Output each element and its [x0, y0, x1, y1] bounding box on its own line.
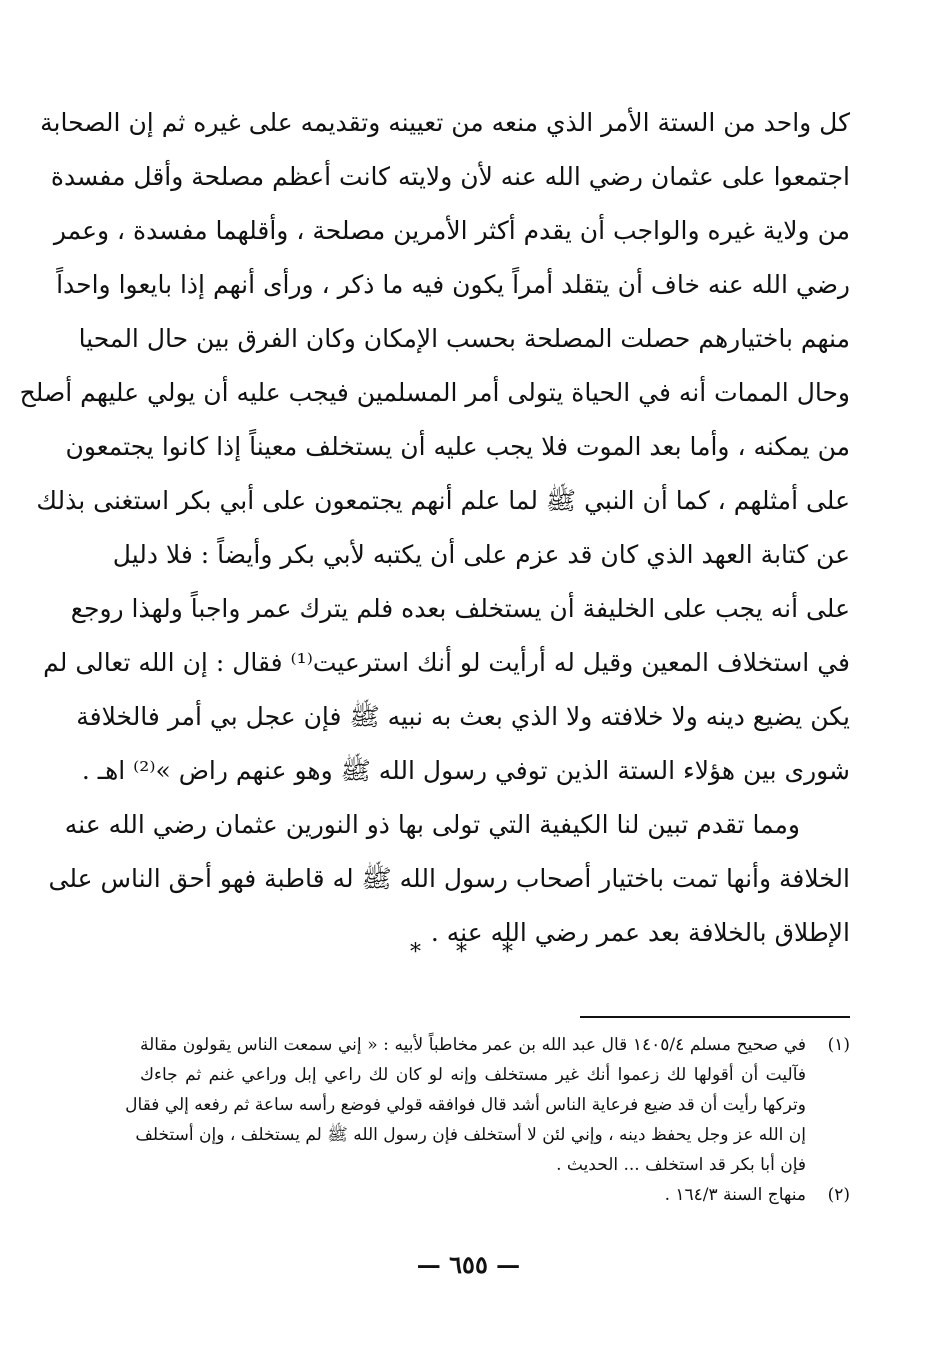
- footnote-text: في صحيح مسلم ١٤٠٥/٤ قال عبد الله بن عمر مخاطباً لأبيه : « إني سمعت الناس يقولون مقالة: [140, 1035, 806, 1055]
- text-line: على أنه يجب على الخليفة أن يستخلف بعده فلم يترك عمر واجباً ولهذا روجع: [70, 594, 850, 623]
- footnote-number: (١): [827, 1035, 850, 1055]
- text-line: رضي الله عنه خاف أن يتقلد أمراً يكون فيه ما ذكر ، ورأى أنهم إذا بايعوا واحداً: [56, 270, 850, 299]
- text-line: من يمكنه ، وأما بعد الموت فلا يجب عليه أن يستخلف معيناً إذا كانوا يجتمعون: [65, 432, 850, 461]
- footnote-line: [140, 1030, 850, 1060]
- footnote-line: [125, 1090, 850, 1120]
- text-line: من ولاية غيره والواجب أن يقدم أكثر الأمرين مصلحة ، وأقلهما مفسدة ، وعمر: [53, 216, 850, 245]
- footnote-text: وتركها رأيت أن قد ضيع فرعاية الناس أشد قال فوافقه قولي فوضع رأسه ساعة ثم رفعه إلي فقال: [125, 1095, 806, 1115]
- footnotes-block: [125, 1030, 850, 1210]
- text-line: في استخلاف المعين وقيل له أرأيت لو أنك استرعيت⁽¹⁾ فقال : إن الله تعالى لم: [43, 648, 850, 677]
- footnote-text: فآليت أن أقولها لك زعموا أنك غير مستخلف وإنه لو كان لك راعي إبل وراعي غنم ثم جاءك: [140, 1065, 806, 1085]
- footnote-line: [135, 1120, 850, 1150]
- text-line: منهم باختيارهم حصلت المصلحة بحسب الإمكان وكان الفرق بين حال المحيا: [78, 324, 850, 353]
- text-line: وحال الممات أنه في الحياة يتولى أمر المسلمين فيجب عليه أن يولي عليهم أصلح: [19, 378, 850, 407]
- section-separator: * * *: [410, 940, 527, 965]
- text-line: على أمثلهم ، كما أن النبي ﷺ لما علم أنهم يجتمعون على أبي بكر استغنى بذلك: [36, 486, 850, 515]
- text-line: اجتمعوا على عثمان رضي الله عنه لأن ولايته كانت أعظم مصلحة وأقل مفسدة: [50, 162, 850, 191]
- page-number: — ٦٥٥ —: [416, 1250, 521, 1279]
- footnote-line: [140, 1180, 850, 1210]
- paragraph-line: الإطلاق بالخلافة بعد عمر رضي الله عنه .: [430, 918, 850, 947]
- footnote-text: منهاج السنة ١٦٤/٣ .: [664, 1185, 806, 1205]
- text-line: كل واحد من الستة الأمر الذي منعه من تعيينه وتقديمه على غيره ثم إن الصحابة: [40, 108, 850, 137]
- footnote-number: (٢): [827, 1185, 850, 1205]
- text-line: يكن يضيع دينه ولا خلافته ولا الذي بعث به نبيه ﷺ فإن عجل بي أمر فالخلافة: [76, 702, 850, 731]
- footnote-text: إن الله عز وجل يحفظ دينه ، وإني لئن لا أستخلف فإن رسول الله ﷺ لم يستخلف ، وإن أستخلف: [135, 1125, 806, 1145]
- footnote-text: فإن أبا بكر قد استخلف ... الحديث .: [556, 1155, 806, 1175]
- footnote-rule: [580, 1016, 850, 1018]
- paragraph-line: ومما تقدم تبين لنا الكيفية التي تولى بها ذو النورين عثمان رضي الله عنه: [64, 810, 800, 839]
- text-line: شورى بين هؤلاء الستة الذين توفي رسول الله ﷺ وهو عنهم راض »⁽²⁾ اهـ .: [81, 756, 850, 785]
- main-text-block: [19, 96, 850, 960]
- footnote-line: [140, 1060, 850, 1090]
- footnote-line: [140, 1150, 850, 1180]
- paragraph-line: الخلافة وأنها تمت باختيار أصحاب رسول الله ﷺ له قاطبة فهو أحق الناس على: [48, 864, 850, 893]
- text-line: عن كتابة العهد الذي كان قد عزم على أن يكتبه لأبي بكر وأيضاً : فلا دليل: [112, 540, 850, 569]
